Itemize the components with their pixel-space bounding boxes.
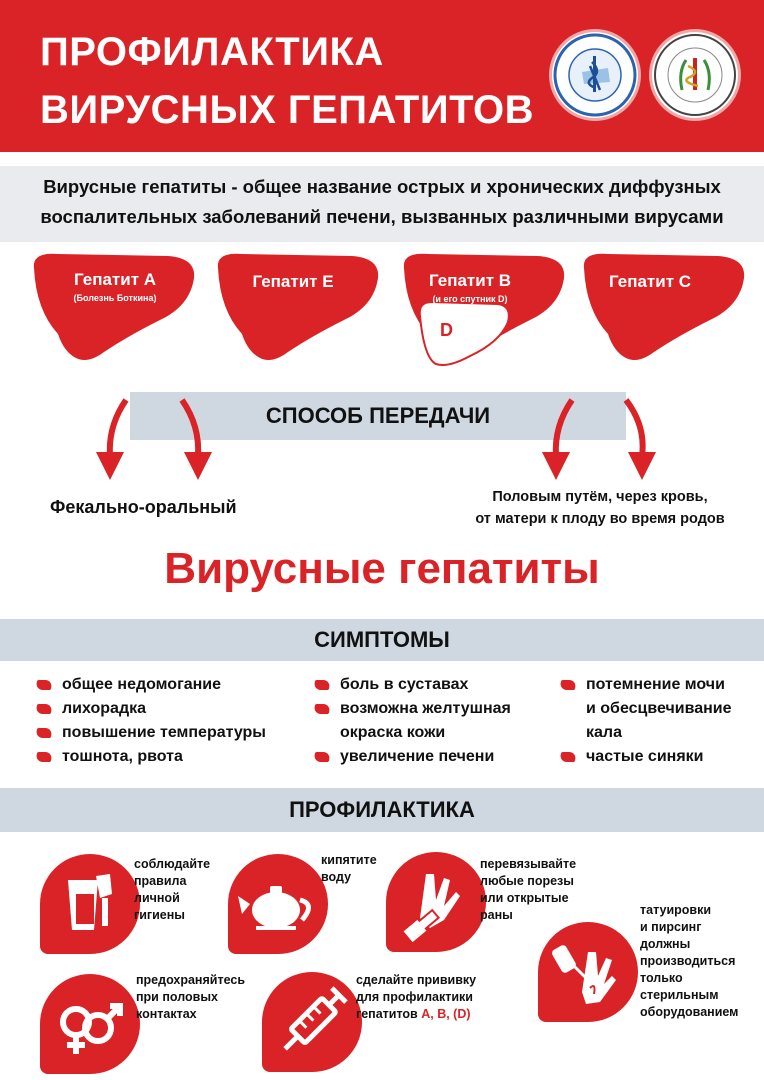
- symptoms-col1: [36, 673, 266, 769]
- liver-label-a: Гепатит А: [73, 270, 157, 289]
- gender-icon: [40, 974, 140, 1074]
- symptoms-heading: СИМПТОМЫ: [314, 627, 450, 652]
- symptom-item: кала: [586, 724, 622, 741]
- liver-row: [0, 246, 764, 376]
- hygiene-circle: [40, 854, 140, 954]
- transmission-blood-line1: Половым путём, через кровь,: [492, 489, 708, 505]
- transmission-fecal-oral: Фекально-оральный: [50, 497, 237, 517]
- ministry-emblem-icon: [552, 32, 638, 118]
- protect-circle: [40, 974, 140, 1074]
- symptom-item: возможна желтушная: [340, 700, 511, 717]
- bandage-text: перевязывайте любые порезы или открытые раны: [480, 857, 577, 922]
- protect-text: предохраняйтесь при половых контактах: [136, 973, 246, 1021]
- bullet-icon: [35, 728, 54, 738]
- symptom-item: боль в суставах: [340, 676, 469, 693]
- bullet-icon: [35, 752, 54, 762]
- liver-label-d: D: [440, 320, 453, 340]
- liver-hepatitis-c-icon: [584, 254, 744, 360]
- bullet-icon: [35, 704, 54, 714]
- boil-text: кипятите воду: [321, 853, 377, 884]
- ministry-logo: [552, 32, 638, 118]
- liver-hepatitis-d-icon: [420, 302, 509, 365]
- arrow-right-1-icon: [556, 400, 572, 456]
- health-center-emblem-icon: [652, 32, 738, 118]
- liver-hepatitis-e-icon: [218, 254, 378, 360]
- symptom-item: лихорадка: [62, 700, 147, 717]
- prevention-heading: ПРОФИЛАКТИКА: [289, 797, 475, 822]
- glass-icon: [40, 854, 140, 954]
- vaccine-types: A, B, (D): [421, 1007, 471, 1021]
- bandage-circle: [386, 852, 486, 952]
- symptom-item: общее недомогание: [62, 676, 222, 693]
- transmission-heading: СПОСОБ ПЕРЕДАЧИ: [265, 403, 491, 428]
- vaccine-text: сделайте прививку для профилактики гепатитов A, B, (D): [356, 973, 477, 1021]
- symptom-item: увеличение печени: [340, 748, 495, 765]
- hygiene-text: соблюдайте правила личной гигиены: [134, 857, 211, 922]
- symptoms-col2: [314, 673, 511, 769]
- intro-line2: воспалительных заболеваний печени, вызванных различными вирусами: [40, 206, 724, 227]
- vaccine-circle: [262, 972, 362, 1072]
- symptom-item: повышение температуры: [62, 724, 266, 741]
- liver-sub-b: (и его спутник D): [432, 294, 508, 304]
- bullet-icon: [313, 704, 332, 714]
- liver-label-c: Гепатит С: [608, 272, 692, 291]
- symptom-item: потемнение мочи: [586, 676, 725, 693]
- public-health-center-logo: [652, 32, 738, 118]
- tattoo-text: татуировки и пирсинг должны производиться только стерильным оборудованием: [640, 903, 739, 1019]
- page-title-line2: ВИРУСНЫХ ГЕПАТИТОВ: [40, 88, 535, 132]
- syringe-icon: [262, 972, 362, 1072]
- intro-line1: Вирусные гепатиты - общее название острых и хронических диффузных: [43, 176, 721, 197]
- arrow-left-1-icon: [110, 400, 126, 456]
- boil-circle: [228, 854, 328, 954]
- bullet-icon: [559, 752, 578, 762]
- bullet-icon: [35, 680, 54, 690]
- bullet-icon: [313, 680, 332, 690]
- transmission-blood-line2: от матери к плоду во время родов: [475, 511, 725, 527]
- tattoo-machine-icon: [538, 922, 638, 1022]
- page-title-line1: ПРОФИЛАКТИКА: [40, 30, 384, 74]
- transmission-blood: [440, 486, 760, 530]
- bandaged-hand-icon: [386, 852, 486, 952]
- liver-sub-a: (Болезнь Боткина): [73, 293, 157, 303]
- symptom-item: тошнота, рвота: [62, 748, 183, 765]
- symptom-item: и обесцвечивание: [586, 700, 732, 717]
- teapot-icon: [228, 854, 328, 954]
- symptom-item: частые синяки: [586, 748, 704, 765]
- symptom-item: окраска кожи: [340, 724, 446, 741]
- arrow-right-2-icon: [626, 400, 643, 456]
- liver-label-e: Гепатит Е: [252, 272, 334, 291]
- main-title: Вирусные гепатиты: [164, 544, 600, 593]
- arrow-left-2-icon: [182, 400, 198, 456]
- bullet-icon: [313, 752, 332, 762]
- bullet-icon: [559, 680, 578, 690]
- intro-text: [0, 172, 764, 232]
- liver-label-b: Гепатит В: [428, 271, 512, 290]
- transmission-arrows: [80, 396, 680, 486]
- tattoo-circle: [538, 922, 638, 1022]
- symptoms-col3: [560, 673, 732, 769]
